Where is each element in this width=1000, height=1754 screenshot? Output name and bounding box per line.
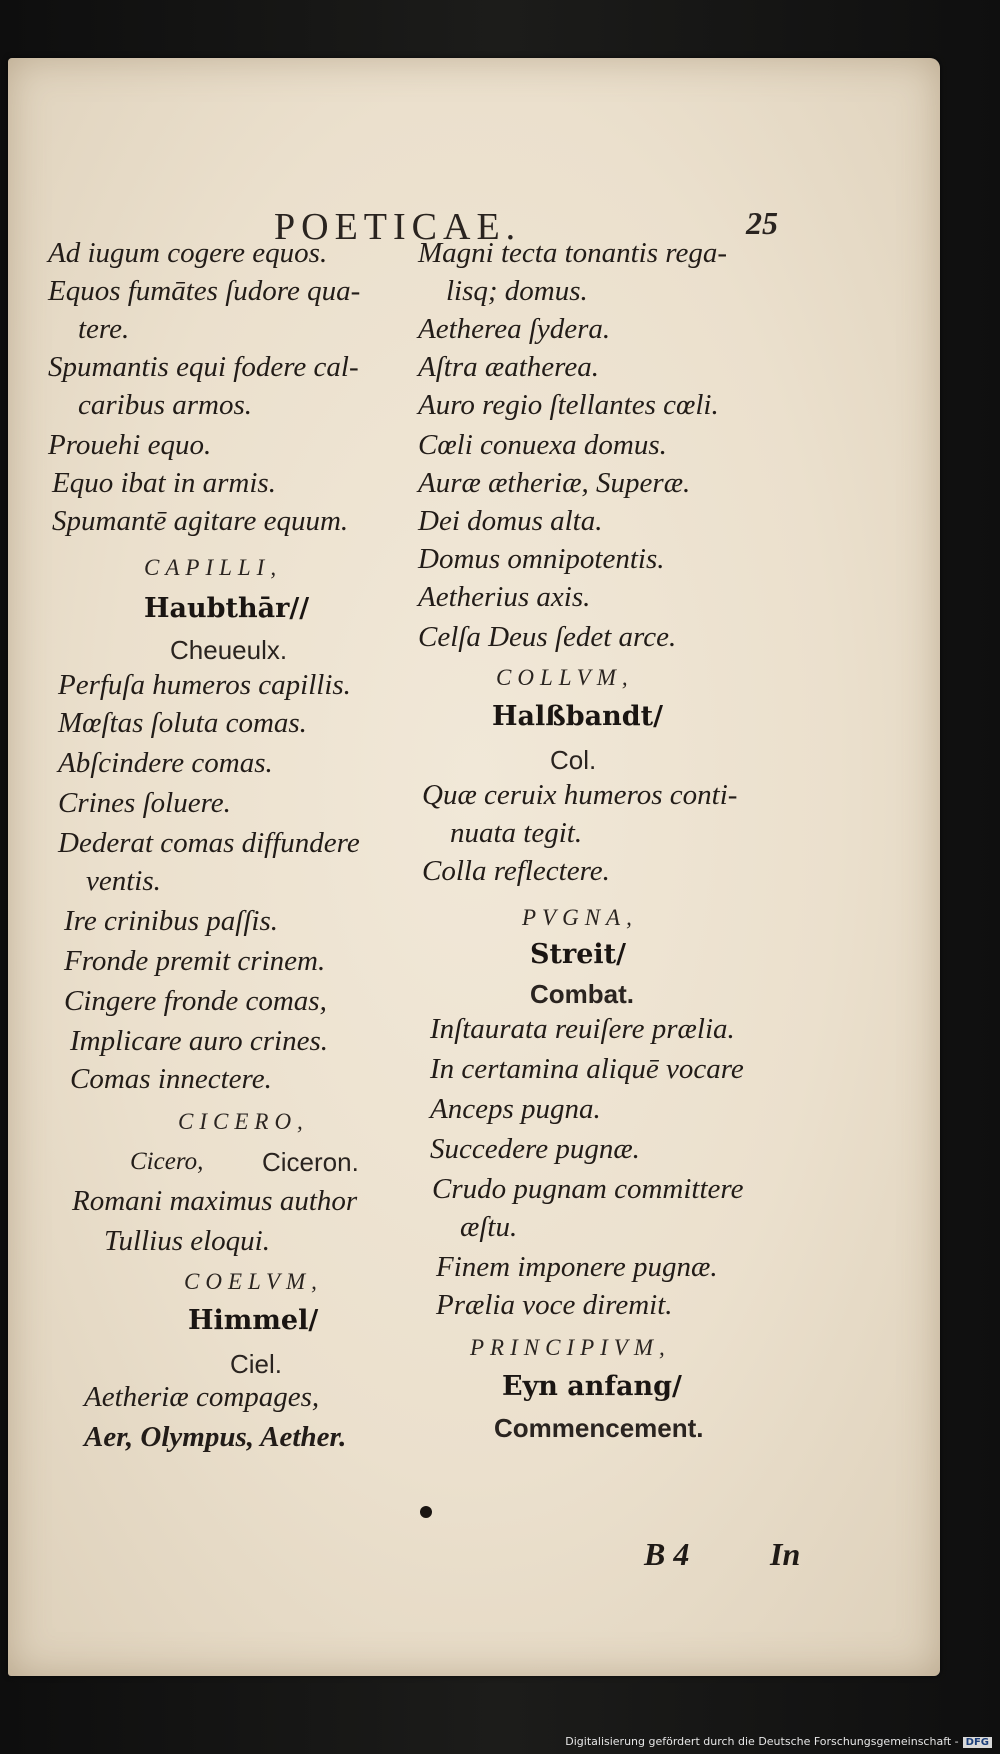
text-line: Dederat comas diffundere — [58, 827, 360, 859]
text-line: Aetherea ſydera. — [418, 313, 611, 345]
text-line: Colla reflectere. — [422, 855, 610, 887]
ink-spot — [420, 1506, 432, 1518]
text-line: ventis. — [86, 865, 161, 897]
text-line: Crudo pugnam committere — [432, 1173, 744, 1205]
text-line: Comas innectere. — [70, 1063, 272, 1095]
signature-mark: B 4 — [644, 1536, 690, 1572]
text-line: Spumantē agitare equum. — [52, 505, 349, 537]
text-line: Perfuſa humeros capillis. — [58, 669, 351, 701]
page-number: 25 — [746, 205, 778, 241]
digitization-credit — [565, 1735, 992, 1748]
text-line: Prælia voce diremit. — [436, 1289, 673, 1321]
text-line: nuata tegit. — [450, 817, 583, 849]
text-line: Mœſtas ſoluta comas. — [58, 707, 307, 739]
text-line: Implicare auro crines. — [70, 1025, 328, 1057]
french-gloss: Ciceron. — [262, 1147, 359, 1177]
credit-text: Digitalisierung gefördert durch die Deutsche Forschungsgemeinschaft - — [565, 1735, 959, 1748]
text-line: Equos fumātes ſudore qua- — [48, 275, 361, 307]
section-heading: CICERO, — [178, 1109, 309, 1134]
text-line: lisq; domus. — [446, 275, 588, 307]
text-line: Inſtaurata reuiſere prælia. — [430, 1013, 735, 1045]
text-line: Cingere fronde comas, — [64, 985, 327, 1017]
section-heading: COELVM, — [184, 1269, 323, 1294]
text-line: Abſcindere comas. — [58, 747, 273, 779]
text-line: Crines ſoluere. — [58, 787, 231, 819]
text-line: Aer, Olympus, Aether. — [84, 1421, 347, 1453]
text-line: Cœli conuexa domus. — [418, 429, 667, 461]
text-line: Auro regio ſtellantes cœli. — [418, 389, 719, 421]
text-line: Tullius eloqui. — [104, 1225, 270, 1257]
text-line: æſtu. — [460, 1211, 518, 1243]
section-heading: CAPILLI, — [144, 555, 283, 580]
text-line: Spumantis equi fodere cal- — [48, 351, 359, 383]
text-line: Fronde premit crinem. — [64, 945, 326, 977]
french-gloss: Combat. — [530, 979, 634, 1009]
text-line: Prouehi equo. — [48, 429, 212, 461]
text-line: In certamina aliquē vocare — [430, 1053, 744, 1085]
german-gloss: Haubthār// — [144, 593, 310, 624]
german-gloss: Streit/ — [530, 939, 626, 970]
german-gloss: Halßbandt/ — [492, 701, 663, 732]
text-line: Auræ ætheriæ, Superæ. — [418, 467, 691, 499]
text-line: tere. — [78, 313, 130, 345]
text-line: Celſa Deus ſedet arce. — [418, 621, 677, 653]
text-line: Quæ ceruix humeros conti- — [422, 779, 738, 811]
french-gloss: Ciel. — [230, 1349, 283, 1379]
text-line: Cicero, — [130, 1148, 204, 1175]
book-page — [8, 58, 940, 1676]
text-line: Anceps pugna. — [430, 1093, 601, 1125]
text-line: Aetheriæ compages, — [84, 1381, 320, 1413]
french-gloss: Col. — [550, 745, 597, 775]
text-line: Dei domus alta. — [418, 505, 603, 537]
text-line: Ire crinibus paſſis. — [64, 905, 279, 937]
german-gloss: Eyn anfang/ — [502, 1371, 682, 1402]
section-heading: COLLVM, — [496, 665, 634, 690]
french-gloss: Commencement. — [494, 1413, 704, 1443]
text-line: Succedere pugnæ. — [430, 1133, 640, 1165]
dfg-logo: DFG — [963, 1737, 992, 1748]
catchword: In — [770, 1536, 801, 1572]
section-heading: PRINCIPIVM, — [470, 1335, 671, 1360]
running-head: POETICAE. — [274, 206, 522, 248]
text-line: Domus omnipotentis. — [418, 543, 665, 575]
text-line: Romani maximus author — [72, 1185, 358, 1217]
text-line: Equo ibat in armis. — [52, 467, 276, 499]
text-line: Aetherius axis. — [418, 581, 591, 613]
text-line: Finem imponere pugnæ. — [436, 1251, 718, 1283]
french-gloss: Cheueulx. — [170, 635, 288, 665]
text-line: Magni tecta tonantis rega- — [418, 237, 728, 269]
text-line: caribus armos. — [78, 389, 253, 421]
section-heading: PVGNA, — [522, 905, 638, 930]
text-line: Ad iugum cogere equos. — [48, 237, 328, 269]
german-gloss: Himmel/ — [188, 1305, 319, 1336]
text-line: Aſtra æatherea. — [418, 351, 599, 383]
